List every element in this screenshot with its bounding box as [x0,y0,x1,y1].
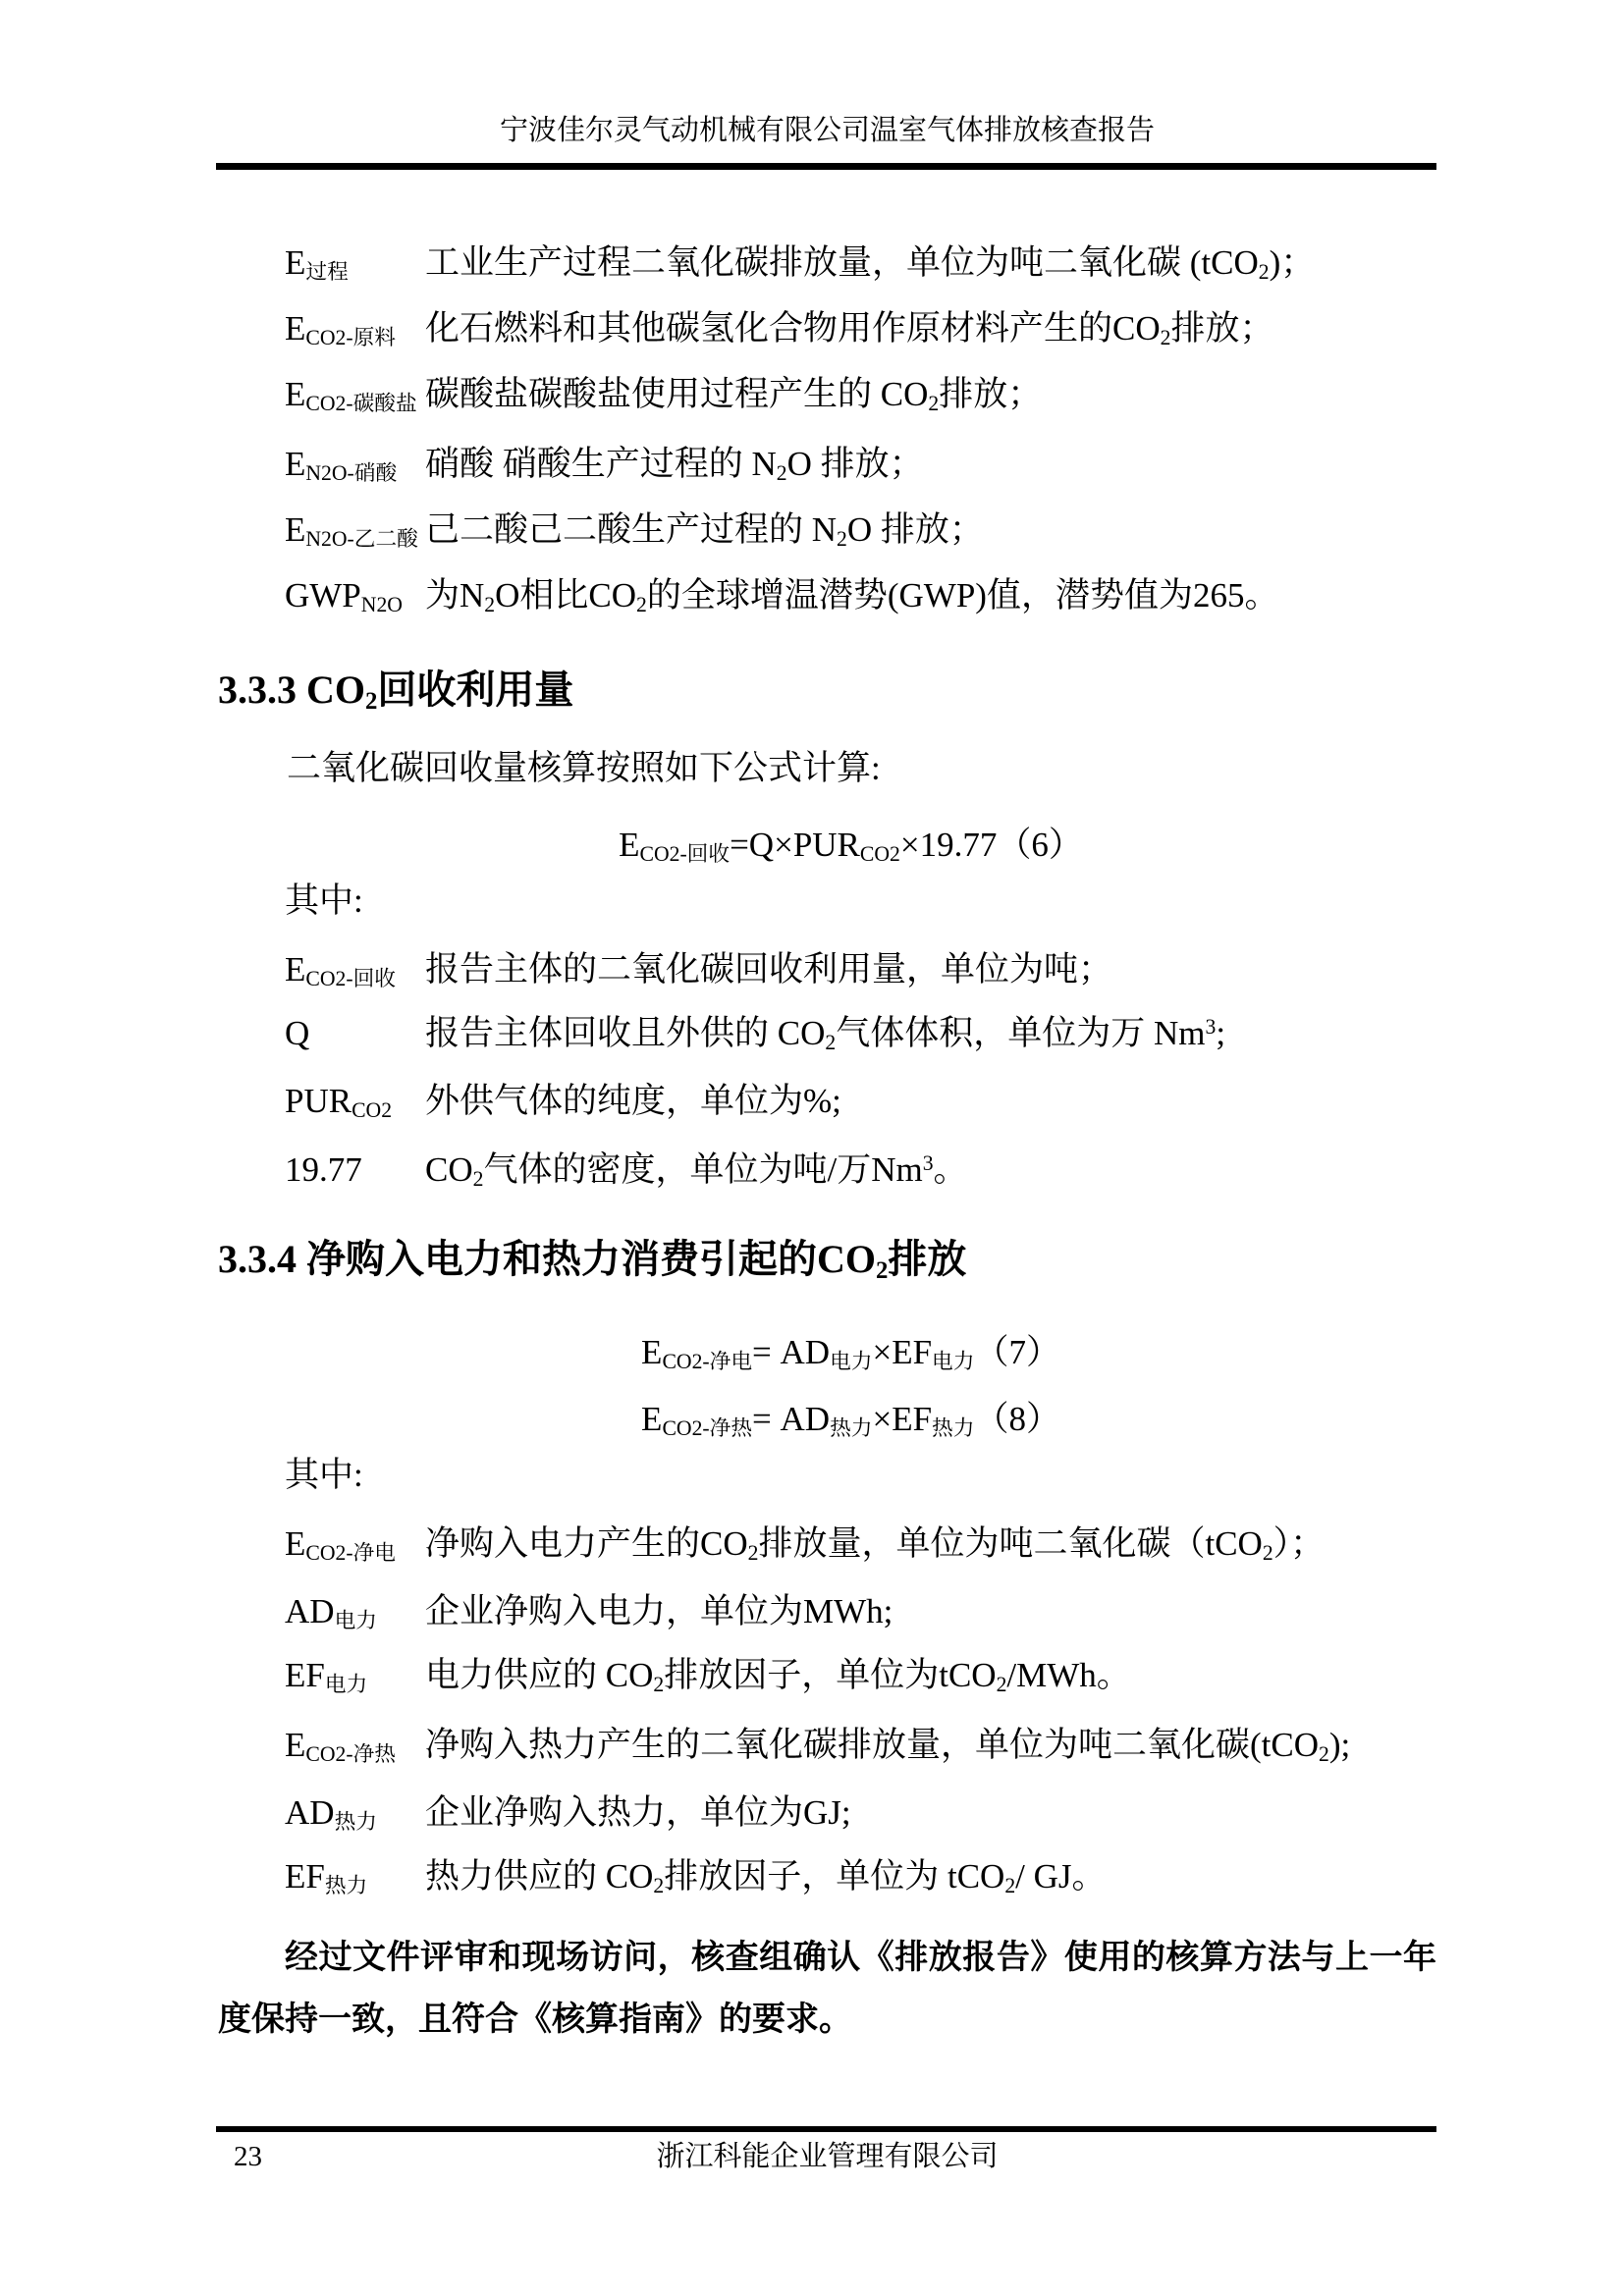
definition-term: $E_{N2O-乙二酸}$ [285,510,418,552]
definition-term: $E_{CO2-回收}$ [285,950,396,991]
among-label: 其中: [285,1456,363,1494]
definition-term: $AD_{电力}$ [285,1592,377,1633]
definition-term: 19.77 [285,1150,362,1189]
formula-8: $E_{CO2-净热}= AD_{热力}\times EF_{热力}(8)$ [641,1400,1060,1441]
definition-term: $E_{CO2-原料}$ [285,309,396,350]
report-header-title: 宁波佳尔灵气动机械有限公司温室气体排放核查报告 [499,115,1155,146]
conclusion-paragraph-line-2: 度保持一致，且符合《核算指南》的要求。 [218,2002,852,2038]
definition-description: 热力供应的 $CO_2$排放因子，单位为 tCO$_2$/ GJ。 [425,1857,1107,1898]
definition-term: $E_{N2O-硝酸}$ [285,445,398,486]
definition-term: $GWP_{N2O}$ [285,576,403,617]
definition-description: 报告主体回收且外供的 $CO_2$气体体积，单位为万 Nm$^3$; [425,1014,1226,1055]
definition-description: 己二酸己二酸生产过程的 $N_2O$ 排放； [425,510,984,552]
definition-term: $EF_{电力}$ [285,1656,368,1697]
definition-term: $E_{CO2-碳酸盐}$ [285,375,417,416]
definition-description: 外供气体的纯度，单位为%; [425,1082,841,1120]
definition-term: $EF_{热力}$ [285,1857,368,1898]
definition-term: Q [285,1014,310,1052]
definition-term: $E_{CO2-净电}$ [285,1524,396,1566]
definition-description: 碳酸盐碳酸盐使用过程产生的 $CO_2$排放； [425,375,1043,416]
definition-description: 报告主体的二氧化碳回收利用量，单位为吨； [425,950,1113,988]
definition-term: $E_{过程}$ [285,243,349,285]
definition-description: 净购入热力产生的二氧化碳排放量，单位为吨二氧化碳(tCO$_2$); [425,1726,1351,1767]
footer-company-name: 浙江科能企业管理有限公司 [656,2141,999,2172]
formula-7: $E_{CO2-净电}= AD_{电力}\times EF_{电力}(7)$ [641,1333,1060,1374]
page-number: 23 [234,2141,262,2172]
definition-description: $CO_2$气体的密度，单位为吨/万Nm$^3$。 [425,1150,968,1192]
section-intro-text: 二氧化碳回收量核算按照如下公式计算: [287,749,881,787]
formula-6: $E_{CO2-回收}=Q\times PUR_{CO2}\times 19.77(6)$ [619,826,1083,867]
definition-term: $E_{CO2-净热}$ [285,1726,396,1767]
header-rule [216,163,1436,170]
definition-description: 电力供应的 $CO_2$排放因子，单位为tCO$_2$/MWh。 [425,1656,1131,1697]
definition-description: 工业生产过程二氧化碳排放量，单位为吨二氧化碳 (tCO$_2$)； [425,243,1316,285]
definition-description: 企业净购入电力，单位为MWh; [425,1592,893,1630]
definition-term: $PUR_{CO2}$ [285,1082,393,1123]
definition-description: 化石燃料和其他碳氢化合物用作原材料产生的$CO_2$排放； [425,309,1274,350]
section-heading-3-3-4: 3.3.4 净购入电力和热力消费引起的$CO_2$排放 [218,1237,967,1284]
footer-rule [216,2126,1436,2132]
definition-description: 净购入电力产生的$CO_2$排放量，单位为吨二氧化碳（tCO$_2$）； [425,1524,1326,1566]
definition-description: 为$N_2O$相比$CO_2$的全球增温潜势(GWP)值，潜势值为265。 [425,576,1279,617]
among-label: 其中: [285,881,363,920]
definition-description: 硝酸 硝酸生产过程的 $N_2O$ 排放； [425,445,924,486]
definition-term: $AD_{热力}$ [285,1793,377,1835]
section-heading-3-3-3: 3.3.3 $CO_2$回收利用量 [218,667,574,715]
definition-description: 企业净购入热力，单位为GJ; [425,1793,851,1832]
conclusion-paragraph-line-1: 经过文件评审和现场访问，核查组确认《排放报告》使用的核算方法与上一年 [285,1940,1436,1976]
